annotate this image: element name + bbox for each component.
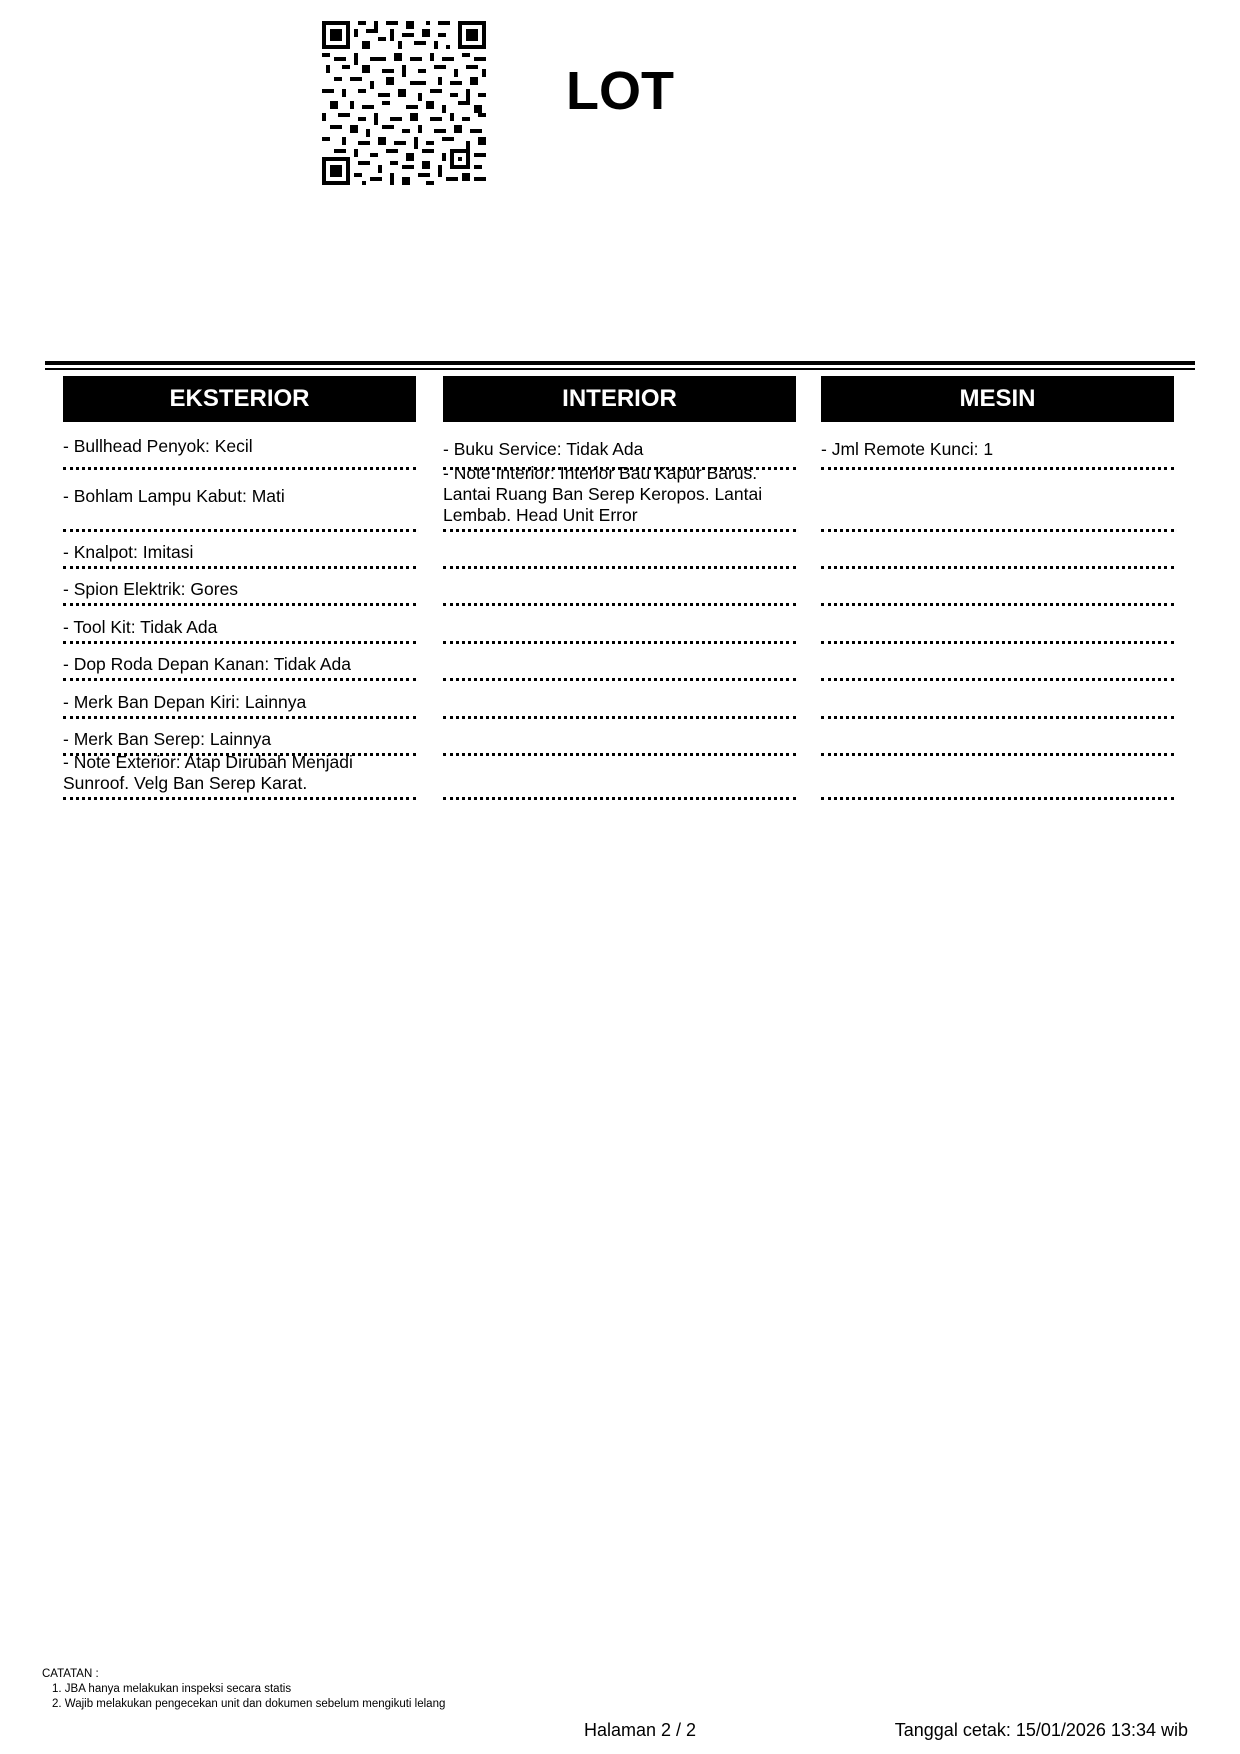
list-item bbox=[821, 606, 1174, 644]
list-item bbox=[443, 606, 796, 644]
list-item bbox=[63, 644, 416, 681]
interior-column bbox=[443, 376, 796, 525]
list-item bbox=[443, 532, 796, 569]
item-text: - Knalpot: Imitasi bbox=[63, 542, 194, 562]
list-item bbox=[821, 644, 1174, 681]
header-divider-thin bbox=[45, 368, 1195, 370]
print-date: Tanggal cetak: 15/01/2026 13:34 wib bbox=[894, 1720, 1188, 1740]
list-item bbox=[63, 681, 416, 719]
item-text: - Spion Elektrik: Gores bbox=[63, 579, 239, 599]
eksterior-column bbox=[63, 376, 416, 793]
item-text: - Dop Roda Depan Kanan: Tidak Ada bbox=[63, 654, 351, 674]
list-item bbox=[443, 463, 796, 532]
item-text: - Buku Service: Tidak Ada bbox=[443, 439, 644, 459]
list-item bbox=[63, 432, 416, 470]
mesin-header: MESIN bbox=[821, 376, 1174, 422]
list-item bbox=[443, 719, 796, 756]
mesin-column bbox=[821, 376, 1174, 459]
list-item bbox=[821, 719, 1174, 756]
item-text: - Merk Ban Depan Kiri: Lainnya bbox=[63, 692, 307, 712]
eksterior-header: EKSTERIOR bbox=[63, 376, 416, 422]
list-item bbox=[63, 470, 416, 532]
list-item bbox=[443, 681, 796, 719]
list-item bbox=[821, 532, 1174, 569]
list-item bbox=[443, 644, 796, 681]
note-item: 1. JBA hanya melakukan inspeksi secara statis bbox=[52, 1683, 292, 1695]
lot-title: LOT bbox=[566, 61, 674, 121]
list-item bbox=[63, 569, 416, 606]
list-item bbox=[443, 569, 796, 606]
interior-header: INTERIOR bbox=[443, 376, 796, 422]
list-item bbox=[63, 532, 416, 569]
notes-title: CATATAN : bbox=[42, 1668, 99, 1680]
header-divider bbox=[45, 361, 1195, 365]
note-item: 2. Wajib melakukan pengecekan unit dan dokumen sebelum mengikuti lelang bbox=[52, 1698, 446, 1710]
item-text: - Note Exterior: Atap Dirubah Menjadi Sunroof. Velg Ban Serep Karat. bbox=[63, 752, 353, 793]
list-item bbox=[63, 606, 416, 644]
page-number: Halaman 2 / 2 bbox=[584, 1720, 697, 1740]
item-text: - Tool Kit: Tidak Ada bbox=[63, 617, 218, 637]
item-text: - Jml Remote Kunci: 1 bbox=[821, 439, 994, 459]
list-item bbox=[443, 756, 796, 800]
list-item bbox=[821, 432, 1174, 470]
item-text: - Merk Ban Serep: Lainnya bbox=[63, 729, 272, 749]
item-text: - Bohlam Lampu Kabut: Mati bbox=[63, 486, 285, 506]
list-item bbox=[821, 470, 1174, 532]
item-text: - Bullhead Penyok: Kecil bbox=[63, 436, 253, 456]
item-text: - Note Interior: Interior Bau Kapur Barus. Lantai Ruang Ban Serep Keropos. Lantai Lembab. Head Unit Error bbox=[443, 463, 763, 525]
list-item bbox=[63, 752, 416, 800]
list-item bbox=[63, 719, 416, 756]
list-item bbox=[821, 756, 1174, 800]
list-item bbox=[821, 569, 1174, 606]
footer-notes bbox=[42, 1667, 445, 1712]
qr-code-icon bbox=[322, 21, 486, 185]
list-item bbox=[821, 681, 1174, 719]
